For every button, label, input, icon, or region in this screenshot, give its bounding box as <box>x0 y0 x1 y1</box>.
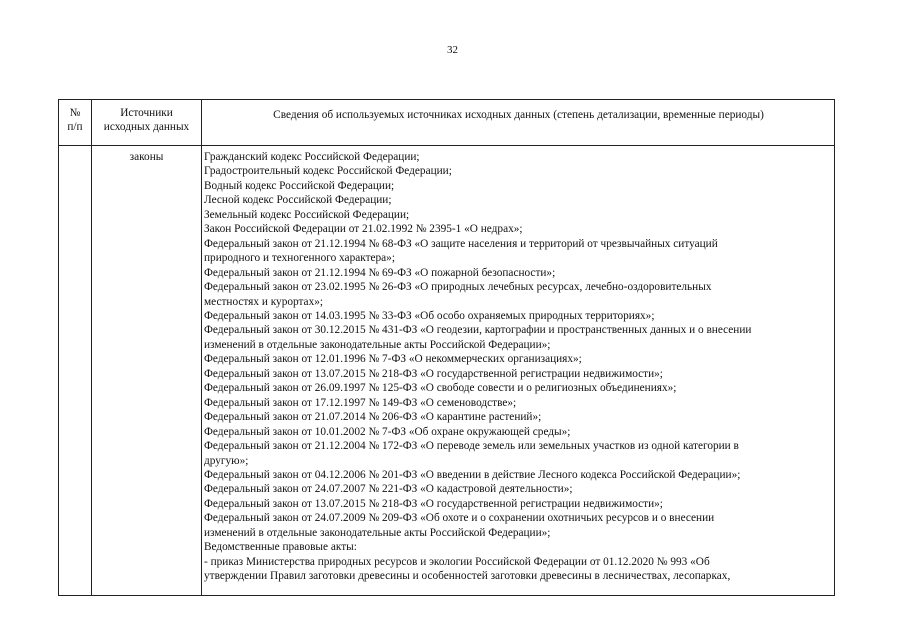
source-entry-line: Федеральный закон от 14.03.1995 № 33-ФЗ «Об особо охраняемых природных территориях»; <box>204 309 655 322</box>
header-divider <box>59 145 834 146</box>
source-entry <box>204 425 834 439</box>
source-entry <box>204 150 834 164</box>
source-entry <box>204 396 834 410</box>
source-entry-line: - приказ Министерства природных ресурсов и экологии Российской Федерации от 01.12.2020 № 993 «Об <box>204 555 710 568</box>
source-entry-line: Федеральный закон от 21.12.1994 № 68-ФЗ «О защите населения и территорий от чрезвычайных ситуаций <box>204 237 718 250</box>
source-entry <box>204 381 834 395</box>
source-entry-line: Закон Российской Федерации от 21.02.1992 № 2395-1 «О недрах»; <box>204 223 523 236</box>
source-entry <box>204 352 834 366</box>
source-entry <box>204 555 834 584</box>
source-entry-line: Федеральный закон от 17.12.1997 № 149-ФЗ «О семеноводстве»; <box>204 396 517 409</box>
source-entry-line: изменений в отдельные законодательные акты Российской Федерации»; <box>204 338 551 351</box>
source-entry-line: местностях и курортах»; <box>204 295 324 308</box>
sources-list <box>204 150 834 584</box>
source-entry <box>204 439 834 468</box>
source-entry <box>204 410 834 424</box>
source-entry <box>204 266 834 280</box>
source-entry-line: Федеральный закон от 23.02.1995 № 26-ФЗ «О природных лечебных ресурсах, лечебно-оздоровительных <box>204 281 712 294</box>
source-entry-line: Ведомственные правовые акты: <box>204 541 357 554</box>
source-entry-line: Гражданский кодекс Российской Федерации; <box>204 151 420 163</box>
source-entry-line: изменений в отдельные законодательные акты Российской Федерации»; <box>204 526 551 539</box>
source-entry <box>204 208 834 222</box>
source-entry-line: Федеральный закон от 04.12.2006 № 201-ФЗ «О введении в действие Лесного кодекса Российской Федерации»; <box>204 468 741 481</box>
source-entry <box>204 222 834 236</box>
header-source-line: исходных данных <box>103 121 190 133</box>
source-entry <box>204 179 834 193</box>
source-entry <box>204 367 834 381</box>
source-entry-line: Водный кодекс Российской Федерации; <box>204 179 395 192</box>
header-number <box>59 106 91 134</box>
header-number-line: п/п <box>67 121 83 133</box>
source-entry-line: утверждении Правил заготовки древесины и особенностей заготовки древесины в лесничествах, лесопарках, <box>204 570 731 583</box>
source-entry <box>204 193 834 207</box>
header-number-line: № <box>69 107 81 119</box>
source-entry <box>204 511 834 540</box>
source-entry <box>204 540 834 554</box>
source-entry <box>204 164 834 178</box>
source-entry-line: Земельный кодекс Российской Федерации; <box>204 208 410 221</box>
source-entry-line: Лесной кодекс Российской Федерации; <box>204 194 392 207</box>
sources-table <box>58 99 835 596</box>
source-entry <box>204 309 834 323</box>
source-entry-line: Федеральный закон от 24.07.2007 № 221-ФЗ «О кадастровой деятельности»; <box>204 483 573 496</box>
source-entry <box>204 468 834 482</box>
source-entry-line: Федеральный закон от 13.07.2015 № 218-ФЗ «О государственной регистрации недвижимости»; <box>204 497 663 510</box>
source-entry-line: Федеральный закон от 10.01.2002 № 7-ФЗ «Об охране окружающей среды»; <box>204 425 571 438</box>
source-entry-line: Федеральный закон от 26.09.1997 № 125-ФЗ «О свободе совести и о религиозных объединениях»; <box>204 382 677 395</box>
column-divider <box>201 100 202 595</box>
source-entry <box>204 497 834 511</box>
page-number: 32 <box>447 44 458 56</box>
source-entry-line: Федеральный закон от 13.07.2015 № 218-ФЗ «О государственной регистрации недвижимости»; <box>204 367 663 380</box>
header-info: Сведения об используемых источниках исходных данных (степень детализации, временные периоды) <box>273 109 764 121</box>
source-entry <box>204 280 834 309</box>
source-entry-line: Федеральный закон от 24.07.2009 № 209-ФЗ «Об охоте и о сохранении охотничьих ресурсов и о внесении <box>204 512 715 525</box>
source-entry <box>204 237 834 266</box>
header-source <box>92 106 201 134</box>
source-entry-line: природного и техногенного характера»; <box>204 252 395 265</box>
source-entry <box>204 323 834 352</box>
source-entry-line: Федеральный закон от 12.01.1996 № 7-ФЗ «О некоммерческих организациях»; <box>204 353 582 366</box>
source-entry <box>204 482 834 496</box>
source-entry-line: Федеральный закон от 21.07.2014 № 206-ФЗ «О карантине растений»; <box>204 411 542 424</box>
source-entry-line: Федеральный закон от 21.12.1994 № 69-ФЗ «О пожарной безопасности»; <box>204 266 556 279</box>
source-entry-line: Федеральный закон от 21.12.2004 № 172-ФЗ «О переводе земель или земельных участков из одной категории в <box>204 440 739 453</box>
source-entry-line: Федеральный закон от 30.12.2015 № 431-ФЗ «О геодезии, картографии и пространственных данных и о внесении <box>204 324 752 337</box>
column-divider <box>91 100 92 595</box>
source-entry-line: Градостроительный кодекс Российской Федерации; <box>204 165 452 178</box>
header-source-line: Источники <box>120 107 173 119</box>
source-type-cell: законы <box>129 151 164 163</box>
source-entry-line: другую»; <box>204 454 249 467</box>
